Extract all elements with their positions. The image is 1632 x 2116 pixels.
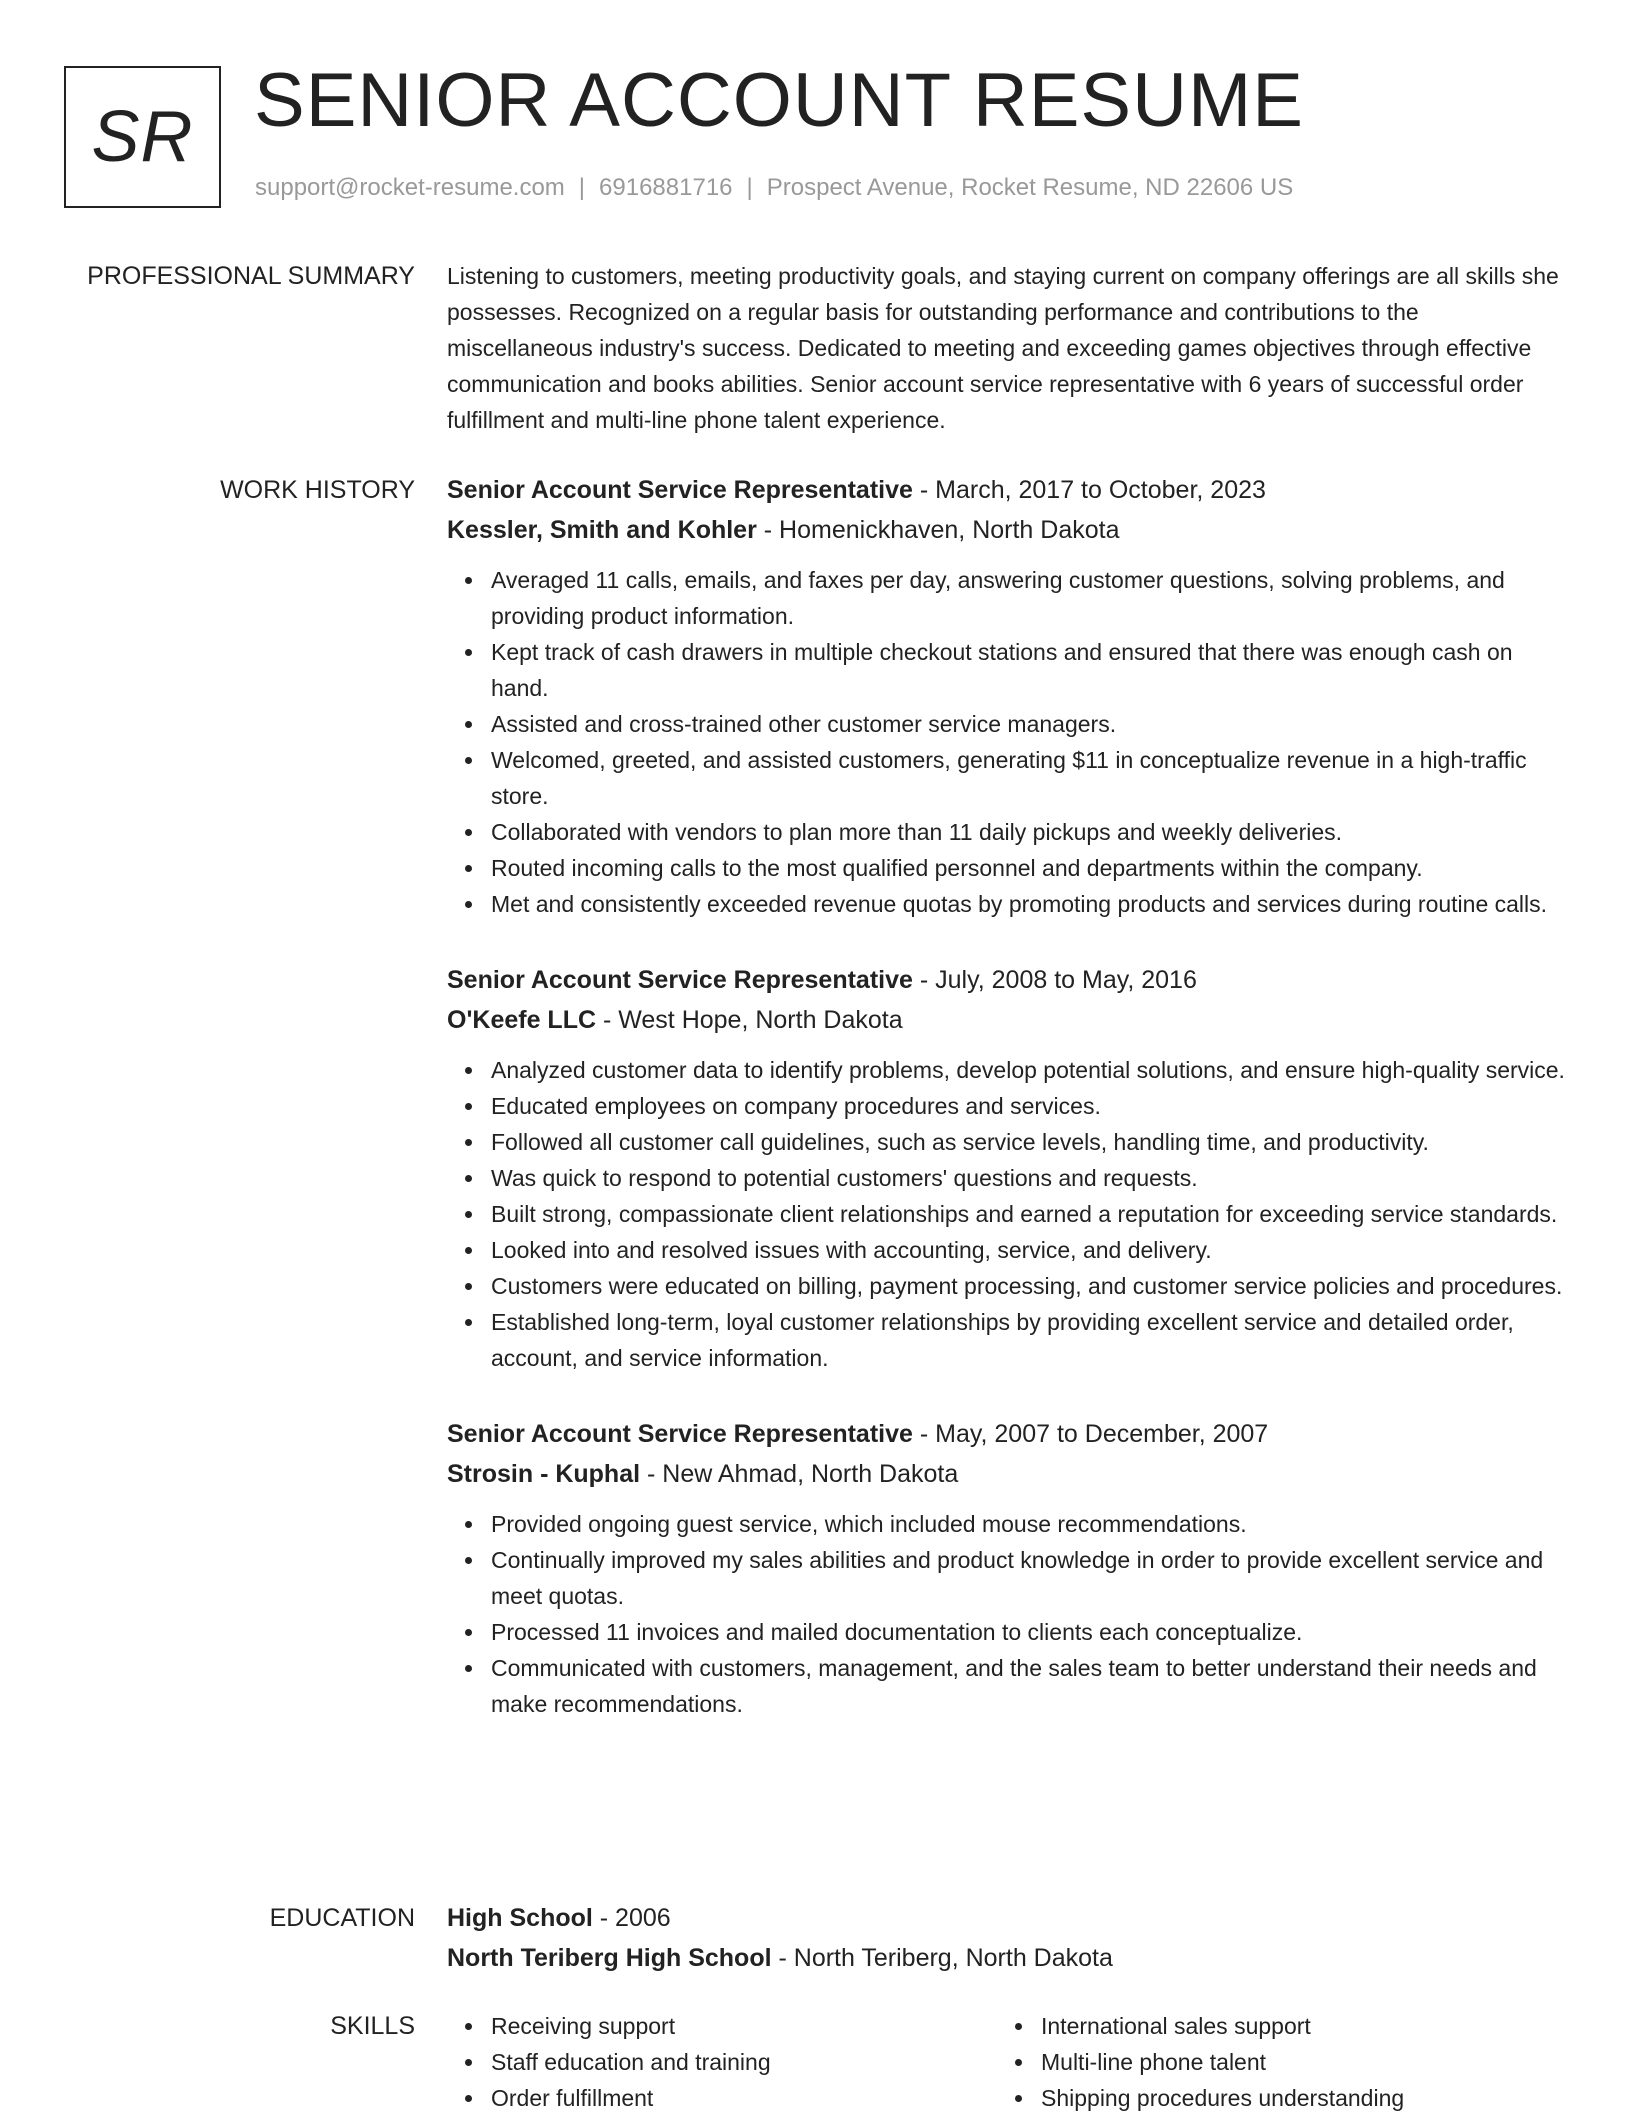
job-location: - West Hope, North Dakota (596, 1006, 903, 1034)
job-bullet: Looked into and resolved issues with accounting, service, and delivery. (491, 1232, 1567, 1268)
education-degree: High School (447, 1904, 593, 1932)
skills-list-right (997, 2008, 1547, 2116)
section-label-work: WORK HISTORY (220, 476, 415, 504)
monogram-initials: SR (91, 97, 194, 177)
job-bullet: Provided ongoing guest service, which included mouse recommendations. (491, 1506, 1567, 1542)
job-dates: - July, 2008 to May, 2016 (912, 966, 1197, 994)
job-entry (447, 960, 1567, 1376)
job-entry (447, 1414, 1567, 1722)
job-title: Senior Account Service Representative (447, 1420, 913, 1448)
job-entry (447, 470, 1567, 922)
education-school-line (447, 1938, 1567, 1978)
job-company-line (447, 510, 1567, 550)
job-bullet: Followed all customer call guidelines, such as service levels, handling time, and productivity. (491, 1124, 1567, 1160)
job-bullet: Continually improved my sales abilities and product knowledge in order to provide excellent service and meet quotas. (491, 1542, 1567, 1614)
resume-title: SENIOR ACCOUNT RESUME (254, 58, 1304, 143)
job-company: Kessler, Smith and Kohler (447, 516, 757, 544)
job-bullet: Kept track of cash drawers in multiple checkout stations and ensured that there was enough cash on hand. (491, 634, 1567, 706)
contact-address: Prospect Avenue, Rocket Resume, ND 22606 US (766, 174, 1294, 201)
job-bullet: Established long-term, loyal customer relationships by providing excellent service and detailed order, account, and service information. (491, 1304, 1567, 1376)
job-location: - Homenickhaven, North Dakota (756, 516, 1120, 544)
monogram-box (64, 66, 221, 208)
skill-item: Order fulfillment (491, 2080, 997, 2116)
education-year: - 2006 (592, 1904, 671, 1932)
education-degree-line (447, 1898, 1567, 1938)
job-company: Strosin - Kuphal (447, 1460, 641, 1488)
job-bullet: Analyzed customer data to identify problems, develop potential solutions, and ensure high-quality service. (491, 1052, 1567, 1088)
skills-body (447, 2008, 1567, 2116)
education-school: North Teriberg High School (447, 1944, 772, 1972)
job-bullet-list (447, 1052, 1567, 1376)
contact-line (255, 174, 1293, 202)
job-bullet: Built strong, compassionate client relationships and earned a reputation for exceeding service standards. (491, 1196, 1567, 1232)
job-company-line (447, 1454, 1567, 1494)
job-bullet: Routed incoming calls to the most qualified personnel and departments within the company. (491, 850, 1567, 886)
summary-body (447, 258, 1567, 438)
skill-item: Multi-line phone talent (1041, 2044, 1547, 2080)
job-bullet: Was quick to respond to potential customers' questions and requests. (491, 1160, 1567, 1196)
section-label-summary: PROFESSIONAL SUMMARY (87, 262, 415, 290)
job-company-line (447, 1000, 1567, 1040)
skill-item: Staff education and training (491, 2044, 997, 2080)
section-label-education: EDUCATION (269, 1904, 415, 1932)
contact-separator: | (746, 174, 753, 201)
job-company: O'Keefe LLC (447, 1006, 597, 1034)
job-bullet: Customers were educated on billing, payment processing, and customer service policies and procedures. (491, 1268, 1567, 1304)
skills-list-left (447, 2008, 997, 2116)
job-bullet: Welcomed, greeted, and assisted customers, generating $11 in conceptualize revenue in a high-traffic store. (491, 742, 1567, 814)
education-body (447, 1898, 1567, 1978)
job-bullet-list (447, 1506, 1567, 1722)
job-title: Senior Account Service Representative (447, 966, 913, 994)
skills-grid (447, 2008, 1567, 2116)
job-location: - New Ahmad, North Dakota (640, 1460, 959, 1488)
section-label-skills: SKILLS (330, 2012, 415, 2040)
contact-email[interactable]: support@rocket-resume.com (255, 174, 565, 201)
job-title: Senior Account Service Representative (447, 476, 913, 504)
contact-separator: | (578, 174, 586, 201)
job-bullet: Met and consistently exceeded revenue quotas by promoting products and services during routine calls. (491, 886, 1567, 922)
job-bullet-list (447, 562, 1567, 922)
job-bullet: Communicated with customers, management, and the sales team to better understand their needs and make recommendations. (491, 1650, 1567, 1722)
education-location: - North Teriberg, North Dakota (771, 1944, 1113, 1972)
job-bullet: Processed 11 invoices and mailed documentation to clients each conceptualize. (491, 1614, 1567, 1650)
job-bullet: Collaborated with vendors to plan more than 11 daily pickups and weekly deliveries. (491, 814, 1567, 850)
job-bullet: Assisted and cross-trained other customer service managers. (491, 706, 1567, 742)
job-title-line (447, 1414, 1567, 1454)
contact-phone[interactable]: 6916881716 (599, 174, 733, 201)
job-dates: - May, 2007 to December, 2007 (912, 1420, 1269, 1448)
job-bullet: Educated employees on company procedures and services. (491, 1088, 1567, 1124)
job-dates: - March, 2017 to October, 2023 (912, 476, 1266, 504)
skill-item: Receiving support (491, 2008, 997, 2044)
job-title-line (447, 470, 1567, 510)
job-title-line (447, 960, 1567, 1000)
job-bullet: Averaged 11 calls, emails, and faxes per day, answering customer questions, solving problems, and providing product information. (491, 562, 1567, 634)
summary-text: Listening to customers, meeting productivity goals, and staying current on company offerings are all skills she possesses. Recognized on a regular basis for outstanding performance and contributions to the miscellaneous industry's success. Dedicated to meeting and exceeding games objectives through effective communication and books abilities. Senior account service representative with 6 years of successful order fulfillment and multi-line phone talent experience. (447, 263, 1559, 433)
skill-item: International sales support (1041, 2008, 1547, 2044)
work-history-body (447, 470, 1567, 1760)
skill-item: Shipping procedures understanding (1041, 2080, 1547, 2116)
